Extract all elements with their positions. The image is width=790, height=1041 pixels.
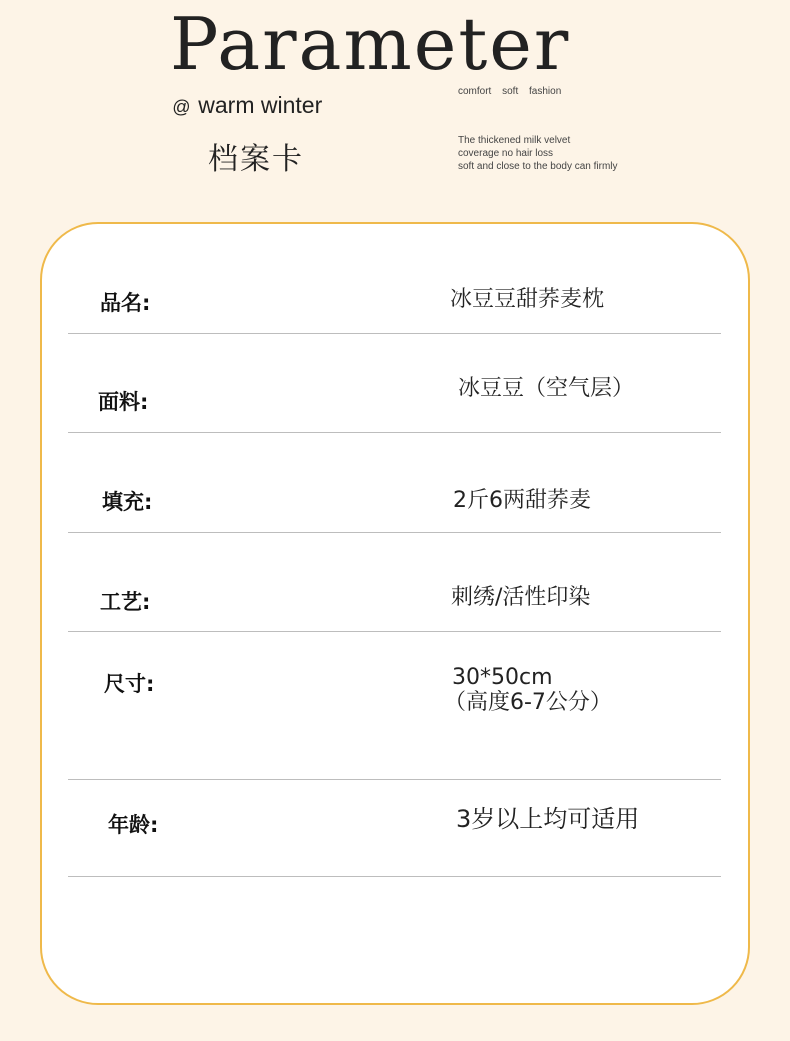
divider: [68, 779, 721, 780]
description-line: The thickened milk velvet: [458, 135, 571, 146]
subtitle-text: warm winter: [198, 92, 323, 118]
row-label-fabric: 面料:: [98, 390, 149, 414]
description-line: coverage no hair loss: [458, 148, 554, 159]
chinese-title: 档案卡: [208, 142, 304, 177]
row-value-craft: 刺绣/活性印染: [451, 585, 591, 610]
row-value-fabric: 冰豆豆（空气层）: [458, 376, 635, 401]
description: [458, 134, 618, 173]
row-label-size: 尺寸:: [104, 672, 155, 696]
divider: [68, 333, 721, 334]
row-value-filling: 2斤6两甜荞麦: [453, 488, 591, 513]
row-value-size: 30*50cm: [452, 665, 553, 690]
row-value-size-height: （高度6-7公分）: [444, 690, 612, 715]
row-value-age: 3岁以上均可适用: [456, 805, 640, 833]
row-label-craft: 工艺:: [100, 590, 151, 614]
divider: [68, 631, 721, 632]
divider: [68, 432, 721, 433]
row-value-name: 冰豆豆甜荞麦枕: [450, 287, 605, 312]
divider: [68, 876, 721, 877]
row-label-filling: 填充:: [102, 490, 153, 514]
subtitle: [172, 92, 322, 119]
description-line: soft and close to the body can firmly: [458, 161, 618, 172]
tagline: comfort soft fashion: [458, 86, 562, 97]
row-label-name: 品名:: [100, 291, 151, 315]
divider: [68, 532, 721, 533]
row-label-age: 年龄:: [108, 813, 159, 837]
page-title: Parameter: [170, 2, 571, 86]
at-symbol: @: [172, 97, 191, 117]
